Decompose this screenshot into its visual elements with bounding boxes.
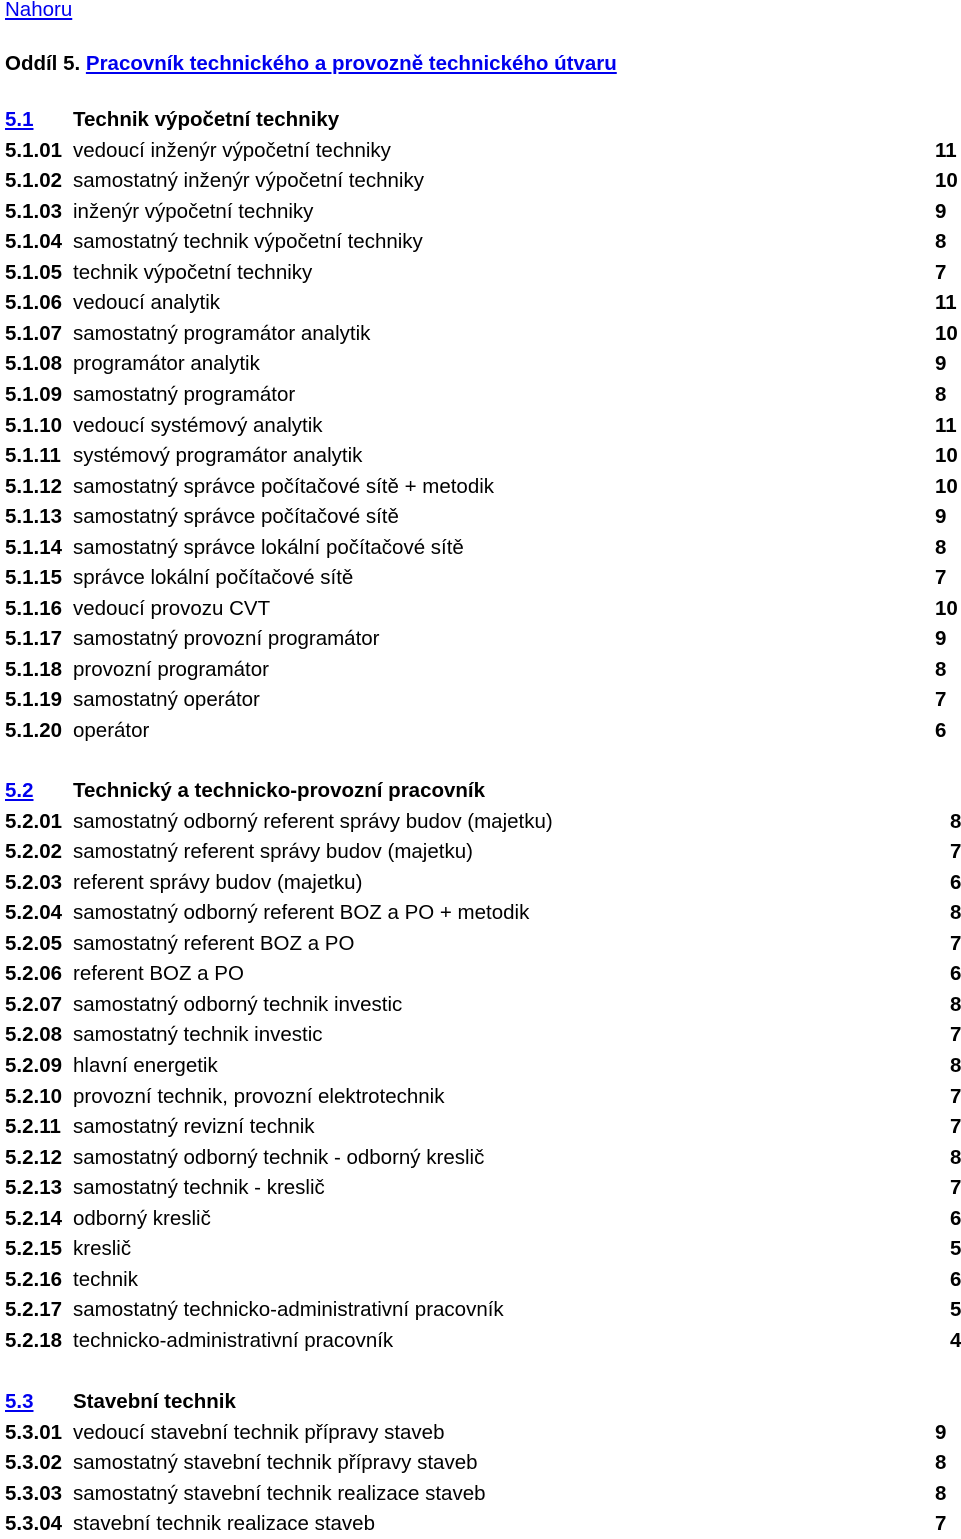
- position-row: [5, 472, 960, 502]
- position-row: [5, 959, 960, 989]
- position-grade: 8: [950, 901, 961, 925]
- position-title: kreslič: [73, 1237, 132, 1261]
- position-title: samostatný revizní technik: [73, 1115, 315, 1139]
- position-row: [5, 1082, 960, 1112]
- position-title: referent BOZ a PO: [73, 962, 244, 986]
- position-grade: 8: [935, 657, 947, 681]
- position-row: [5, 258, 960, 288]
- position-code: 5.2.17: [5, 1298, 62, 1322]
- group-title: Technik výpočetní techniky: [73, 108, 340, 131]
- position-code: 5.2.13: [5, 1176, 62, 1200]
- position-row: [5, 624, 960, 654]
- position-row: [5, 1448, 960, 1478]
- position-grade: 8: [935, 1451, 947, 1475]
- position-title: technik výpočetní techniky: [73, 260, 313, 284]
- position-grade: 7: [950, 931, 961, 955]
- position-row: [5, 990, 960, 1020]
- position-code: 5.3.02: [5, 1451, 62, 1475]
- position-title: provozní technik, provozní elektrotechnik: [73, 1084, 445, 1108]
- position-title: samostatný operátor: [73, 688, 260, 712]
- position-grade: 8: [950, 1145, 961, 1169]
- position-row: [5, 1418, 960, 1448]
- position-grade: 10: [935, 474, 958, 498]
- position-title: samostatný programátor: [73, 382, 296, 406]
- position-code: 5.2.15: [5, 1237, 62, 1261]
- position-row: [5, 1509, 960, 1539]
- position-title: samostatný inženýr výpočetní techniky: [73, 169, 424, 193]
- position-title: vedoucí analytik: [73, 291, 221, 315]
- position-code: 5.1.18: [5, 657, 62, 681]
- position-grade: 7: [950, 1084, 961, 1108]
- position-code: 5.2.16: [5, 1267, 62, 1291]
- position-grade: 10: [935, 596, 958, 620]
- position-row: [5, 1479, 960, 1509]
- position-title: operátor: [73, 719, 150, 742]
- position-grade: 8: [950, 1053, 961, 1077]
- position-row: [5, 1234, 960, 1264]
- position-grade: 6: [950, 870, 961, 894]
- position-grade: 7: [950, 1176, 961, 1200]
- position-code: 5.1.09: [5, 382, 62, 406]
- group-heading: [5, 1387, 236, 1417]
- nahoru-link[interactable]: Nahoru: [5, 0, 73, 21]
- position-grade: 8: [935, 535, 947, 559]
- position-code: 5.1.11: [5, 444, 61, 468]
- position-grade: 7: [950, 1115, 961, 1139]
- position-code: 5.1.17: [5, 627, 62, 651]
- position-row: [5, 533, 960, 563]
- position-code: 5.3.03: [5, 1481, 62, 1505]
- position-code: 5.2.12: [5, 1145, 62, 1169]
- group-title: Stavební technik: [73, 1390, 236, 1413]
- position-row: [5, 1204, 960, 1234]
- position-title: vedoucí stavební technik přípravy staveb: [73, 1420, 445, 1444]
- position-grade: 10: [935, 321, 958, 345]
- position-code: 5.1.05: [5, 260, 62, 284]
- position-title: hlavní energetik: [73, 1053, 218, 1077]
- group-code-link[interactable]: 5.2: [5, 779, 34, 802]
- position-code: 5.2.05: [5, 931, 62, 955]
- group-code-link[interactable]: 5.3: [5, 1390, 34, 1413]
- position-grade: 5: [950, 1237, 961, 1261]
- position-row: [5, 1143, 960, 1173]
- position-row: [5, 411, 960, 441]
- position-grade: 6: [950, 1206, 961, 1230]
- position-title: programátor analytik: [73, 352, 260, 376]
- position-row: [5, 1295, 960, 1325]
- position-code: 5.2.04: [5, 901, 62, 925]
- position-code: 5.2.14: [5, 1206, 62, 1230]
- position-grade: 5: [950, 1298, 961, 1322]
- position-grade: 8: [935, 382, 947, 406]
- position-title: vedoucí provozu CVT: [73, 596, 271, 620]
- position-grade: 7: [950, 840, 961, 864]
- position-code: 5.2.08: [5, 1023, 62, 1047]
- position-title: samostatný provozní programátor: [73, 627, 380, 651]
- position-title: samostatný referent BOZ a PO: [73, 931, 355, 955]
- position-code: 5.2.02: [5, 840, 62, 864]
- position-title: samostatný technicko-administrativní pracovník: [73, 1298, 504, 1322]
- position-title: samostatný odborný technik investic: [73, 992, 403, 1016]
- position-code: 5.2.01: [5, 809, 62, 833]
- position-grade: 7: [950, 1023, 961, 1047]
- position-code: 5.2.06: [5, 962, 62, 986]
- position-title: vedoucí inženýr výpočetní techniky: [73, 138, 391, 162]
- position-row: [5, 1020, 960, 1050]
- position-code: 5.1.13: [5, 505, 62, 529]
- position-row: [5, 502, 960, 532]
- section-title-link[interactable]: Pracovník technického a provozně technického útvaru: [85, 52, 617, 75]
- position-row: [5, 380, 960, 410]
- position-grade: 10: [935, 444, 958, 468]
- position-grade: 8: [935, 1481, 947, 1505]
- position-row: [5, 136, 960, 166]
- section-heading: [5, 52, 617, 76]
- group-title: Technický a technicko-provozní pracovník: [73, 779, 486, 802]
- position-title: samostatný referent správy budov (majetku): [73, 840, 473, 864]
- position-title: referent správy budov (majetku): [73, 870, 363, 894]
- position-code: 5.2.10: [5, 1084, 62, 1108]
- position-code: 5.3.01: [5, 1420, 62, 1444]
- position-title: samostatný technik investic: [73, 1023, 323, 1047]
- position-title: samostatný odborný referent BOZ a PO + metodik: [73, 901, 530, 925]
- position-grade: 9: [935, 199, 947, 223]
- position-row: [5, 1326, 960, 1356]
- position-title: provozní programátor: [73, 657, 269, 681]
- position-row: [5, 655, 960, 685]
- position-grade: 6: [935, 719, 947, 742]
- position-row: [5, 594, 960, 624]
- position-title: odborný kreslič: [73, 1206, 211, 1230]
- position-row: [5, 563, 960, 593]
- position-row: [5, 166, 960, 196]
- position-grade: 7: [935, 566, 947, 590]
- position-grade: 4: [950, 1328, 961, 1352]
- position-row: [5, 1051, 960, 1081]
- position-grade: 7: [935, 688, 947, 712]
- position-code: 5.1.15: [5, 566, 62, 590]
- position-code: 5.2.09: [5, 1053, 62, 1077]
- position-title: samostatný programátor analytik: [73, 321, 371, 345]
- position-code: 5.1.02: [5, 169, 62, 193]
- position-code: 5.1.08: [5, 352, 62, 376]
- position-title: vedoucí systémový analytik: [73, 413, 323, 437]
- position-code: 5.1.20: [5, 719, 62, 742]
- position-row: [5, 227, 960, 257]
- position-grade: 6: [950, 1267, 961, 1291]
- position-code: 5.3.04: [5, 1512, 62, 1536]
- group-code-link[interactable]: 5.1: [5, 108, 34, 131]
- position-title: samostatný správce počítačové sítě + metodik: [73, 474, 495, 498]
- position-code: 5.1.12: [5, 474, 62, 498]
- position-title: samostatný technik - kreslič: [73, 1176, 325, 1200]
- position-grade: 11: [935, 138, 957, 162]
- position-grade: 8: [950, 809, 961, 833]
- position-code: 5.2.07: [5, 992, 62, 1016]
- group-heading: [5, 776, 485, 806]
- position-title: samostatný správce počítačové sítě: [73, 505, 399, 529]
- position-code: 5.1.06: [5, 291, 62, 315]
- position-grade: 9: [935, 505, 947, 529]
- position-title: technik: [73, 1267, 138, 1291]
- position-row: [5, 716, 960, 746]
- position-grade: 8: [935, 230, 947, 254]
- position-row: [5, 349, 960, 379]
- position-code: 5.1.19: [5, 688, 62, 712]
- position-row: [5, 837, 960, 867]
- position-row: [5, 807, 960, 837]
- position-row: [5, 898, 960, 928]
- position-title: samostatný správce lokální počítačové sítě: [73, 535, 464, 559]
- position-code: 5.1.03: [5, 199, 62, 223]
- position-grade: 9: [935, 627, 947, 651]
- position-code: 5.1.01: [5, 138, 62, 162]
- position-row: [5, 1112, 960, 1142]
- position-grade: 6: [950, 962, 961, 986]
- position-grade: 7: [935, 260, 947, 284]
- position-grade: 8: [950, 992, 961, 1016]
- group-heading: [5, 105, 339, 135]
- position-row: [5, 288, 960, 318]
- position-title: inženýr výpočetní techniky: [73, 199, 314, 223]
- position-row: [5, 868, 960, 898]
- position-row: [5, 197, 960, 227]
- position-code: 5.1.16: [5, 596, 62, 620]
- position-code: 5.2.11: [5, 1115, 61, 1139]
- position-code: 5.1.10: [5, 413, 62, 437]
- position-title: samostatný odborný technik - odborný kreslič: [73, 1145, 485, 1169]
- position-row: [5, 1173, 960, 1203]
- position-title: samostatný stavební technik přípravy staveb: [73, 1451, 478, 1475]
- position-title: technicko-administrativní pracovník: [73, 1328, 394, 1352]
- position-grade: 11: [935, 291, 957, 315]
- position-code: 5.1.04: [5, 230, 62, 254]
- position-code: 5.2.03: [5, 870, 62, 894]
- position-title: samostatný stavební technik realizace staveb: [73, 1481, 486, 1505]
- position-grade: 10: [935, 169, 958, 193]
- position-row: [5, 685, 960, 715]
- section-prefix: Oddíl 5.: [5, 52, 81, 75]
- position-title: správce lokální počítačové sítě: [73, 566, 354, 590]
- position-title: samostatný odborný referent správy budov (majetku): [73, 809, 553, 833]
- position-row: [5, 929, 960, 959]
- position-code: 5.1.07: [5, 321, 62, 345]
- position-row: [5, 319, 960, 349]
- position-title: systémový programátor analytik: [73, 444, 363, 468]
- position-grade: 7: [935, 1512, 947, 1536]
- position-grade: 11: [935, 413, 957, 437]
- position-grade: 9: [935, 1420, 947, 1444]
- position-title: stavební technik realizace staveb: [73, 1512, 375, 1536]
- position-code: 5.2.18: [5, 1328, 62, 1352]
- position-title: samostatný technik výpočetní techniky: [73, 230, 423, 254]
- position-row: [5, 441, 960, 471]
- position-grade: 9: [935, 352, 947, 376]
- position-row: [5, 1265, 960, 1295]
- position-code: 5.1.14: [5, 535, 62, 559]
